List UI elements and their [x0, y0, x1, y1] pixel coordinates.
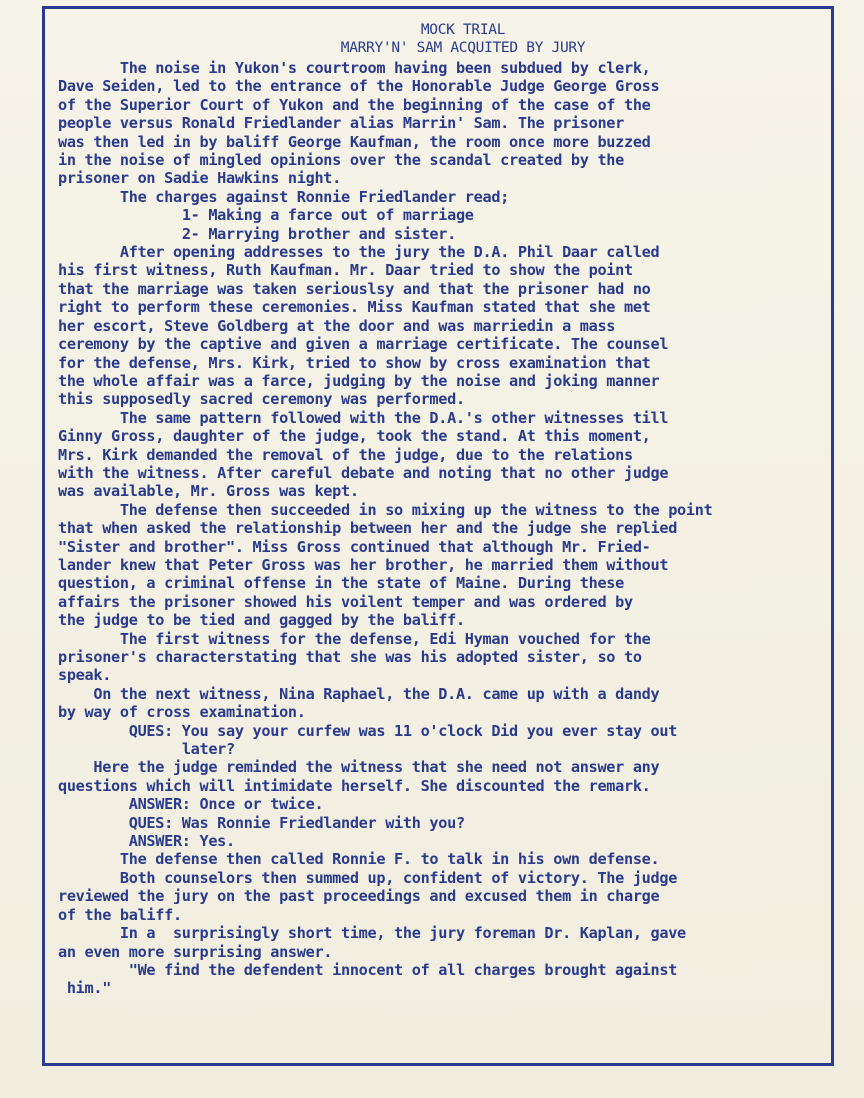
text-line: this supposedly sacred ceremony was performed. — [58, 390, 465, 409]
text-line: the whole affair was a farce, judging by the noise and joking manner — [58, 371, 660, 390]
text-line: The charges against Ronnie Friedlander read; — [58, 187, 510, 206]
text-line: lander knew that Peter Gross was her brother, he married them without — [58, 555, 669, 574]
text-line: Here the judge reminded the witness that she need not answer any — [58, 758, 660, 777]
document-title: MOCK TRIAL — [420, 22, 506, 38]
text-line: her escort, Steve Goldberg at the door and was marriedin a mass — [58, 316, 616, 335]
text-line: Dave Seiden, led to the entrance of the Honorable Judge George Gross — [58, 77, 660, 96]
text-line: him." — [58, 979, 112, 998]
text-line: After opening addresses to the jury the D.A. Phil Daar called — [58, 243, 660, 262]
text-line: 1- Making a farce out of marriage — [58, 206, 474, 225]
text-line: On the next witness, Nina Raphael, the D.A. came up with a dandy — [58, 684, 660, 703]
text-line: by way of cross examination. — [58, 703, 306, 722]
document-headline: MARRY'N' SAM ACQUITED BY JURY — [340, 40, 586, 56]
text-line: was then led in by baliff George Kaufman, the room once more buzzed — [58, 132, 651, 151]
text-line: The defense then succeeded in so mixing up the witness to the point — [58, 500, 713, 519]
document-body — [58, 22, 828, 998]
text-line: ceremony by the captive and given a marriage certificate. The counsel — [58, 335, 669, 354]
text-line: the judge to be tied and gagged by the baliff. — [58, 611, 465, 630]
text-line: The first witness for the defense, Edi Hyman vouched for the — [58, 629, 651, 648]
text-line: an even more surprising answer. — [58, 942, 333, 961]
text-line: people versus Ronald Friedlander alias Marrin' Sam. The prisoner — [58, 114, 624, 133]
text-line: was available, Mr. Gross was kept. — [58, 482, 359, 501]
text-line: in the noise of mingled opinions over the scandal created by the — [58, 151, 624, 170]
text-line: The noise in Yukon's courtroom having been subdued by clerk, — [58, 59, 651, 77]
text-line: Mrs. Kirk demanded the removal of the judge, due to the relations — [58, 445, 633, 464]
article-text — [58, 59, 828, 998]
text-line: "Sister and brother". Miss Gross continued that although Mr. Fried- — [58, 537, 651, 556]
text-line: that when asked the relationship between her and the judge she replied — [58, 519, 678, 538]
text-line: that the marriage was taken seriouslsy and that the prisoner had no — [58, 279, 651, 298]
text-line: prisoner on Sadie Hawkins night. — [58, 169, 341, 188]
text-line: QUES: You say your curfew was 11 o'clock Did you ever stay out — [58, 721, 678, 740]
text-line: In a surprisingly short time, the jury foreman Dr. Kaplan, gave — [58, 924, 686, 943]
text-line: "We find the defendent innocent of all charges brought against — [58, 960, 678, 979]
text-line: for the defense, Mrs. Kirk, tried to show by cross examination that — [58, 353, 651, 372]
text-line: Ginny Gross, daughter of the judge, took the stand. At this moment, — [58, 427, 651, 446]
text-line: The defense then called Ronnie F. to talk in his own defense. — [58, 850, 660, 869]
text-line: of the Superior Court of Yukon and the beginning of the case of the — [58, 95, 651, 114]
text-line: later? — [58, 740, 235, 759]
text-line: of the baliff. — [58, 905, 182, 924]
text-line: ANSWER: Once or twice. — [58, 795, 324, 814]
text-line: reviewed the jury on the past proceedings and excused them in charge — [58, 887, 660, 906]
text-line: ANSWER: Yes. — [58, 832, 235, 851]
text-line: question, a criminal offense in the state of Maine. During these — [58, 574, 624, 593]
text-line: right to perform these ceremonies. Miss Kaufman stated that she met — [58, 298, 651, 317]
text-line: affairs the prisoner showed his voilent temper and was ordered by — [58, 592, 633, 611]
text-line: Both counselors then summed up, confident of victory. The judge — [58, 868, 678, 887]
text-line: questions which will intimidate herself. She discounted the remark. — [58, 776, 651, 795]
text-line: 2- Marrying brother and sister. — [58, 224, 456, 243]
text-line: The same pattern followed with the D.A.'s other witnesses till — [58, 408, 669, 427]
text-line: prisoner's characterstating that she was his adopted sister, so to — [58, 648, 642, 666]
text-line: speak. — [58, 666, 112, 685]
text-line: his first witness, Ruth Kaufman. Mr. Daar tried to show the point — [58, 261, 633, 280]
text-line: QUES: Was Ronnie Friedlander with you? — [58, 813, 465, 832]
text-line: with the witness. After careful debate and noting that no other judge — [58, 463, 669, 482]
